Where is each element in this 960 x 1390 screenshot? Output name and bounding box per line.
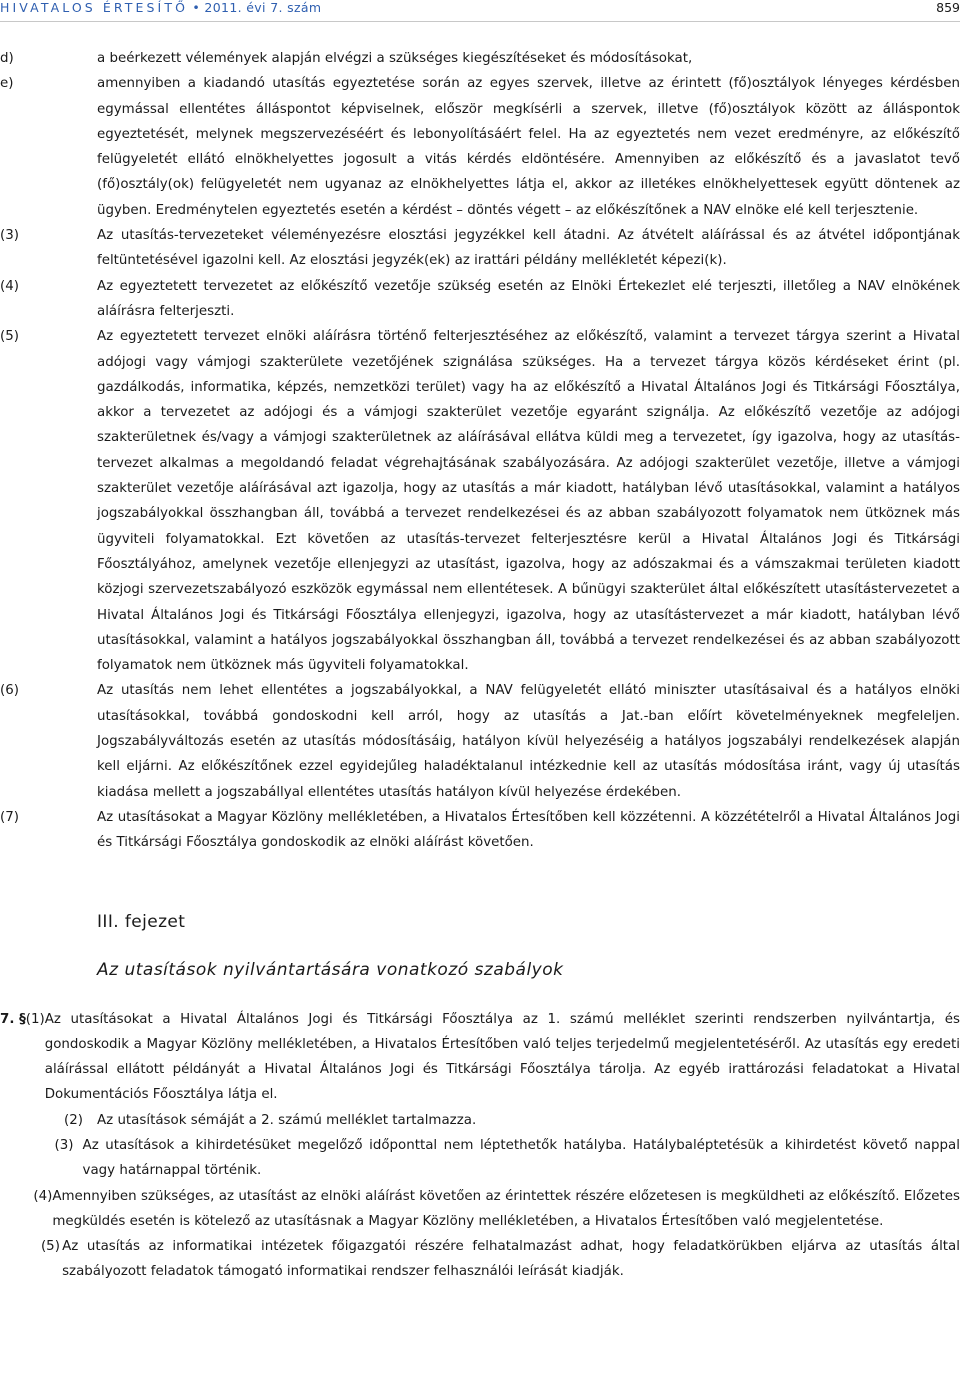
document-body (0, 46, 960, 1285)
section-7-item-1 (0, 1007, 960, 1108)
paragraph-4 (0, 274, 960, 325)
item-marker: e) (0, 76, 14, 92)
paragraph-text: Az utasításokat a Magyar Közlöny mellékletében, a Hivatalos Értesítőben kell közzétenni. A közzétételről a Hivatal Általános Jogi és Titkársági Főosztálya gondoskodik az elnöki aláírást követően. (97, 809, 960, 851)
page-number: 859 (936, 0, 960, 15)
paragraph-number: (1) (25, 1011, 45, 1027)
chapter-heading: III. fejezet (97, 911, 186, 932)
paragraph-7 (0, 805, 960, 856)
paragraph-number: (7) (0, 809, 19, 825)
paragraph-text: Az utasítás az informatikai intézetek főigazgatói részére felhatalmazást adhat, hogy feladatkörükben eljárva az utasítás által szabályozott feladatok támogató informatikai rendszer felhasználói leírását kiadják. (62, 1239, 960, 1280)
section-7-item-5 (0, 1234, 960, 1285)
list-item-d (0, 46, 960, 71)
header-left (0, 0, 321, 15)
issue-date: 2011. évi 7. szám (204, 0, 322, 15)
section-7-item-4 (0, 1184, 960, 1235)
page-header (0, 0, 960, 22)
paragraph-number: (5) (0, 329, 19, 345)
paragraph-number: (6) (0, 683, 19, 699)
paragraph-5 (0, 324, 960, 678)
chapter-title: Az utasítások nyilvántartására vonatkozó szabályok (97, 959, 564, 980)
paragraph-number: (2) (64, 1112, 83, 1128)
item-marker: d) (0, 51, 14, 66)
list-item-e (0, 71, 960, 223)
section-7-item-3 (0, 1133, 960, 1184)
section-7-item-2 (0, 1108, 960, 1133)
spacer (0, 856, 960, 909)
paragraph-text: Az utasítások a kihirdetésüket megelőző időponttal nem léptethetők hatályba. Hatálybaléptetésük a kihirdetést követő nappal vagy határnappal történik. (82, 1137, 960, 1179)
header-separator: • (192, 0, 201, 15)
paragraph-text: Az utasítás nem lehet ellentétes a jogszabályokkal, a NAV felügyeletét ellátó miniszter utasításaival és a hatályos elnöki utasításokkal, továbbá gondoskodni kell arról, hogy az utasítás a Jat.-ban előírt követelményeknek megfeleljen. Jogszabályváltozás esetén az utasítás módosításáig, hatályon kívül helyezéséig a hatályos jogszabályi rendelkezések alapján kell eljárni. Az előkészítőnek ezzel egyidejűleg haladéktalanul intézkednie kell az utasítás módosítása iránt, vagy új utasítás kiadása mellett a jogszabállyal ellentétes utasítás hatályon kívül helyezése érdekében. (97, 683, 960, 800)
paragraph-text: Az utasítás-tervezeteket véleményezésre elosztási jegyzékkel kell átadni. Az átvételt aláírással és az átvétel időpontjának feltüntetésével igazolni kell. Az elosztási jegyzék(ek) az irattári példány mellékletét képezi(k). (97, 228, 960, 269)
paragraph-number: (3) (54, 1137, 74, 1153)
item-text: amennyiben a kiadandó utasítás egyeztetése során az egyes szervek, illetve az érintett (fő)osztályok lényeges kérdésben egymással ellentétes álláspontot képviselnek, először megkísérli a szervek, illetve (fő)osztályok között az álláspontok egyeztetését, melynek megszervezéséért és lebonyolításáért felel. Ha az egyeztetés nem vezet eredményre, az előkészítő felügyeletét ellátó elnökhelyettes jogosult a vitás kérdés eldöntésére. Amennyiben az előkészítő és a javaslatot tevő (fő)osztály(ok) felügyeletét nem ugyanaz az elnökhelyettes látja el, akkor az illetékes elnökhelyettesek együtt döntenek az ügyben. Eredménytelen egyeztetés esetén a kérdést – döntés végett – az előkészítőnek a NAV elnöke elé kell terjesztenie. (97, 76, 960, 218)
paragraph-text: Az utasítások sémáját a 2. számú melléklet tartalmazza. (97, 1112, 477, 1128)
paragraph-6 (0, 678, 960, 804)
paragraph-3 (0, 223, 960, 274)
paragraph-text: Az egyeztetett tervezet elnöki aláírásra történő felterjesztéséhez az előkészítő, valamint a tervezet tárgya szerint a Hivatal adójogi vagy vámjogi szakterülete vezetőjének szignálása szükséges. Ha a tervezet tárgya közös kérdéseket érint (pl. gazdálkodás, informatika, képzés, nemzetközi terület) vagy ha az előkészítő a Hivatal Általános Jogi és Titkársági Főosztálya, akkor a tervezetet az adójogi és a vámjogi szakterület vezetője egyaránt szignálja. Az előkészítő vezetője az adójogi szakterületnek és/vagy a vámjogi szakterületnek az aláírásával ellátva küldi meg a tervezetet, így igazolva, hogy az utasítás-tervezet alkalmas a megoldandó feladat végrehajtásának szabályozására. Az adójogi szakterület vezetője, illetve a vámjogi szakterület vezetője aláírásával azt igazolja, hogy az utasítás a már kiadott, hatályban lévő utasításokkal, valamint a hatályos jogszabályokkal összhangban áll, továbbá a tervezet rendelkezései és az abban szabályozott folyamatok nem ütköznek más ügyviteli folyamatokkal. Ezt követően az utasítás-tervezet felterjesztésre kerül a Hivatal Általános Jogi és Titkársági Főosztályához, amelynek vezetője ellenjegyzi az utasítást, igazolva, hogy az adószakmai és a vámszakmai területen kiadott közjogi szervezetszabályozó eszközök egymással nem ellentétesek. A bűnügyi szakterület által előkészített utasítástervezetet a Hivatal Általános Jogi és Titkársági Főosztálya ellenjegyzi, igazolva, hogy az utasítástervezet a már kiadott, hatályban lévő utasításokkal, valamint a hatályos jogszabályokkal összhangban áll, továbbá a tervezet rendelkezései és az abban szabályozott folyamatok nem ütköznek más ügyviteli folyamatokkal. (97, 329, 960, 674)
paragraph-text: Az utasításokat a Hivatal Általános Jogi és Titkársági Főosztálya az 1. számú melléklet szerinti rendszerben nyilvántartja, és gondoskodik a Magyar Közlöny mellékletében, a Hivatalos Értesítőben való teljes terjedelmű megjelentetéséről. Az utasítás egy eredeti aláírással ellátott példányát a Hivatal Általános Jogi és Titkársági Főosztálya tárolja. Az egyéb irattározási feladatokat a Hivatal Dokumentációs Főosztálya látja el. (44, 1011, 960, 1103)
publication-title: HIVATALOS ÉRTESÍTŐ (0, 0, 189, 15)
paragraph-number: (4) (0, 278, 19, 294)
paragraph-text: Az egyeztetett tervezetet az előkészítő vezetője szükség esetén az Elnöki Értekezlet elé terjeszti, illetőleg a NAV elnökének aláírásra felterjeszti. (97, 278, 960, 319)
header-rule (0, 21, 960, 22)
paragraph-number: (5) (40, 1239, 60, 1255)
spacer (0, 983, 960, 1007)
item-text: a beérkezett vélemények alapján elvégzi a szükséges kiegészítéseket és módosításokat, (97, 51, 693, 66)
paragraph-number: (3) (0, 228, 19, 244)
paragraph-text: Amennyiben szükséges, az utasítást az elnöki aláírást követően az érintettek részére előzetesen is megküldheti az előkészítő. Előzetes megküldés esetén is kötelező az utasításnak a Magyar Közlöny mellékletében, a Hivatalos Értesítőben való megjelentetése. (52, 1188, 960, 1229)
section-label: 7. § (0, 1011, 26, 1027)
paragraph-number: (4) (33, 1188, 53, 1204)
